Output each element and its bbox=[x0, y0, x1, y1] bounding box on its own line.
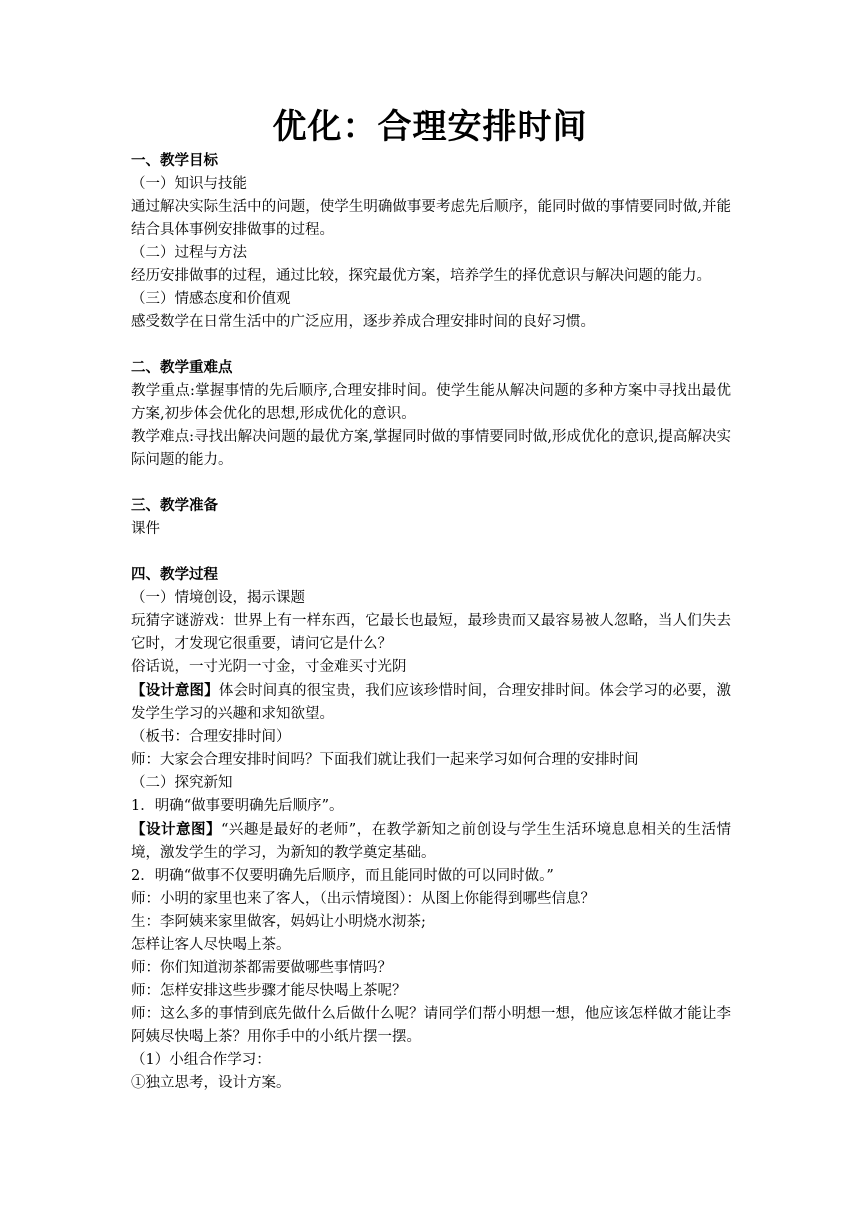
design-intent-text: “兴趣是最好的老师”，在教学新知之前创设与学生生活环境息息相关的生活情境，激发学生的学习，为新知的教学奠定基础。 bbox=[131, 822, 731, 861]
paragraph: 通过解决实际生活中的问题，使学生明确做事要考虑先后顺序，能同时做的事情要同时做,并能结合具体事例安排做事的过程。 bbox=[131, 199, 731, 238]
subheading-attitude-values: （三）情感态度和价值观 bbox=[131, 291, 291, 307]
design-intent-text: 体会时间真的很宝贵，我们应该珍惜时间，合理安排时间。体会学习的必要，激发学生学习的兴趣和求知欲望。 bbox=[131, 683, 731, 722]
paragraph: 怎样让客人尽快喝上茶。 bbox=[131, 937, 291, 953]
paragraph: 课件 bbox=[131, 521, 160, 537]
document-body bbox=[131, 150, 731, 1095]
document-title: 优化：合理安排时间 bbox=[272, 107, 588, 147]
paragraph: 俗话说，一寸光阴一寸金，寸金难买寸光阴 bbox=[131, 659, 407, 675]
subheading-situation: （一）情境创设，揭示课题 bbox=[131, 590, 305, 606]
paragraph: 教学重点:掌握事情的先后顺序,合理安排时间。使学生能从解决问题的多种方案中寻找出最优方案,初步体会优化的思想,形成优化的意识。 bbox=[131, 383, 731, 422]
paragraph: 生：李阿姨来家里做客，妈妈让小明烧水沏茶; bbox=[131, 914, 426, 930]
section-heading-preparation: 三、教学准备 bbox=[131, 498, 218, 514]
blank-line bbox=[131, 334, 731, 357]
paragraph-design-intent bbox=[131, 818, 731, 865]
paragraph: 师：这么多的事情到底先做什么后做什么呢？请同学们帮小明想一想，他应该怎样做才能让李阿姨尽快喝上茶？用你手中的小纸片摆一摆。 bbox=[131, 1006, 731, 1045]
section-heading-process: 四、教学过程 bbox=[131, 567, 218, 583]
subheading-knowledge-skills: （一）知识与技能 bbox=[131, 176, 247, 192]
blank-line bbox=[131, 472, 731, 495]
design-intent-tag: 【设计意图】 bbox=[131, 682, 219, 699]
design-intent-tag: 【设计意图】 bbox=[131, 821, 221, 838]
paragraph: 师：你们知道沏茶都需要做哪些事情吗？ bbox=[131, 960, 392, 976]
paragraph: 1．明确“做事要明确先后顺序”。 bbox=[131, 798, 344, 814]
paragraph: 师：小明的家里也来了客人，（出示情境图）：从图上你能得到哪些信息？ bbox=[131, 891, 595, 907]
paragraph: 师：怎样安排这些步骤才能尽快喝上茶呢？ bbox=[131, 983, 407, 999]
paragraph: （板书：合理安排时间） bbox=[131, 729, 291, 745]
paragraph: 感受数学在日常生活中的广泛应用，逐步养成合理安排时间的良好习惯。 bbox=[131, 314, 595, 330]
paragraph: ①独立思考，设计方案。 bbox=[131, 1075, 291, 1091]
subheading-explore: （二）探究新知 bbox=[131, 775, 233, 791]
paragraph: 2．明确“做事不仅要明确先后顺序，而且能同时做的可以同时做。” bbox=[131, 868, 554, 884]
paragraph: 教学难点:寻找出解决问题的最优方案,掌握同时做的事情要同时做,形成优化的意识,提高解决实际问题的能力。 bbox=[131, 429, 731, 468]
subheading-process-method: （二）过程与方法 bbox=[131, 245, 247, 261]
section-heading-objectives: 一、教学目标 bbox=[131, 153, 218, 169]
paragraph: 经历安排做事的过程，通过比较，探究最优方案，培养学生的择优意识与解决问题的能力。 bbox=[131, 268, 711, 284]
paragraph-design-intent bbox=[131, 679, 731, 726]
paragraph: （1）小组合作学习： bbox=[131, 1052, 271, 1068]
blank-line bbox=[131, 541, 731, 564]
paragraph: 师：大家会合理安排时间吗？下面我们就让我们一起来学习如何合理的安排时间 bbox=[131, 752, 639, 768]
paragraph: 玩猜字谜游戏：世界上有一样东西，它最长也最短，最珍贵而又最容易被人忽略，当人们失去它时，才发现它很重要，请问它是什么？ bbox=[131, 613, 731, 652]
section-heading-key-points: 二、教学重难点 bbox=[131, 360, 233, 376]
